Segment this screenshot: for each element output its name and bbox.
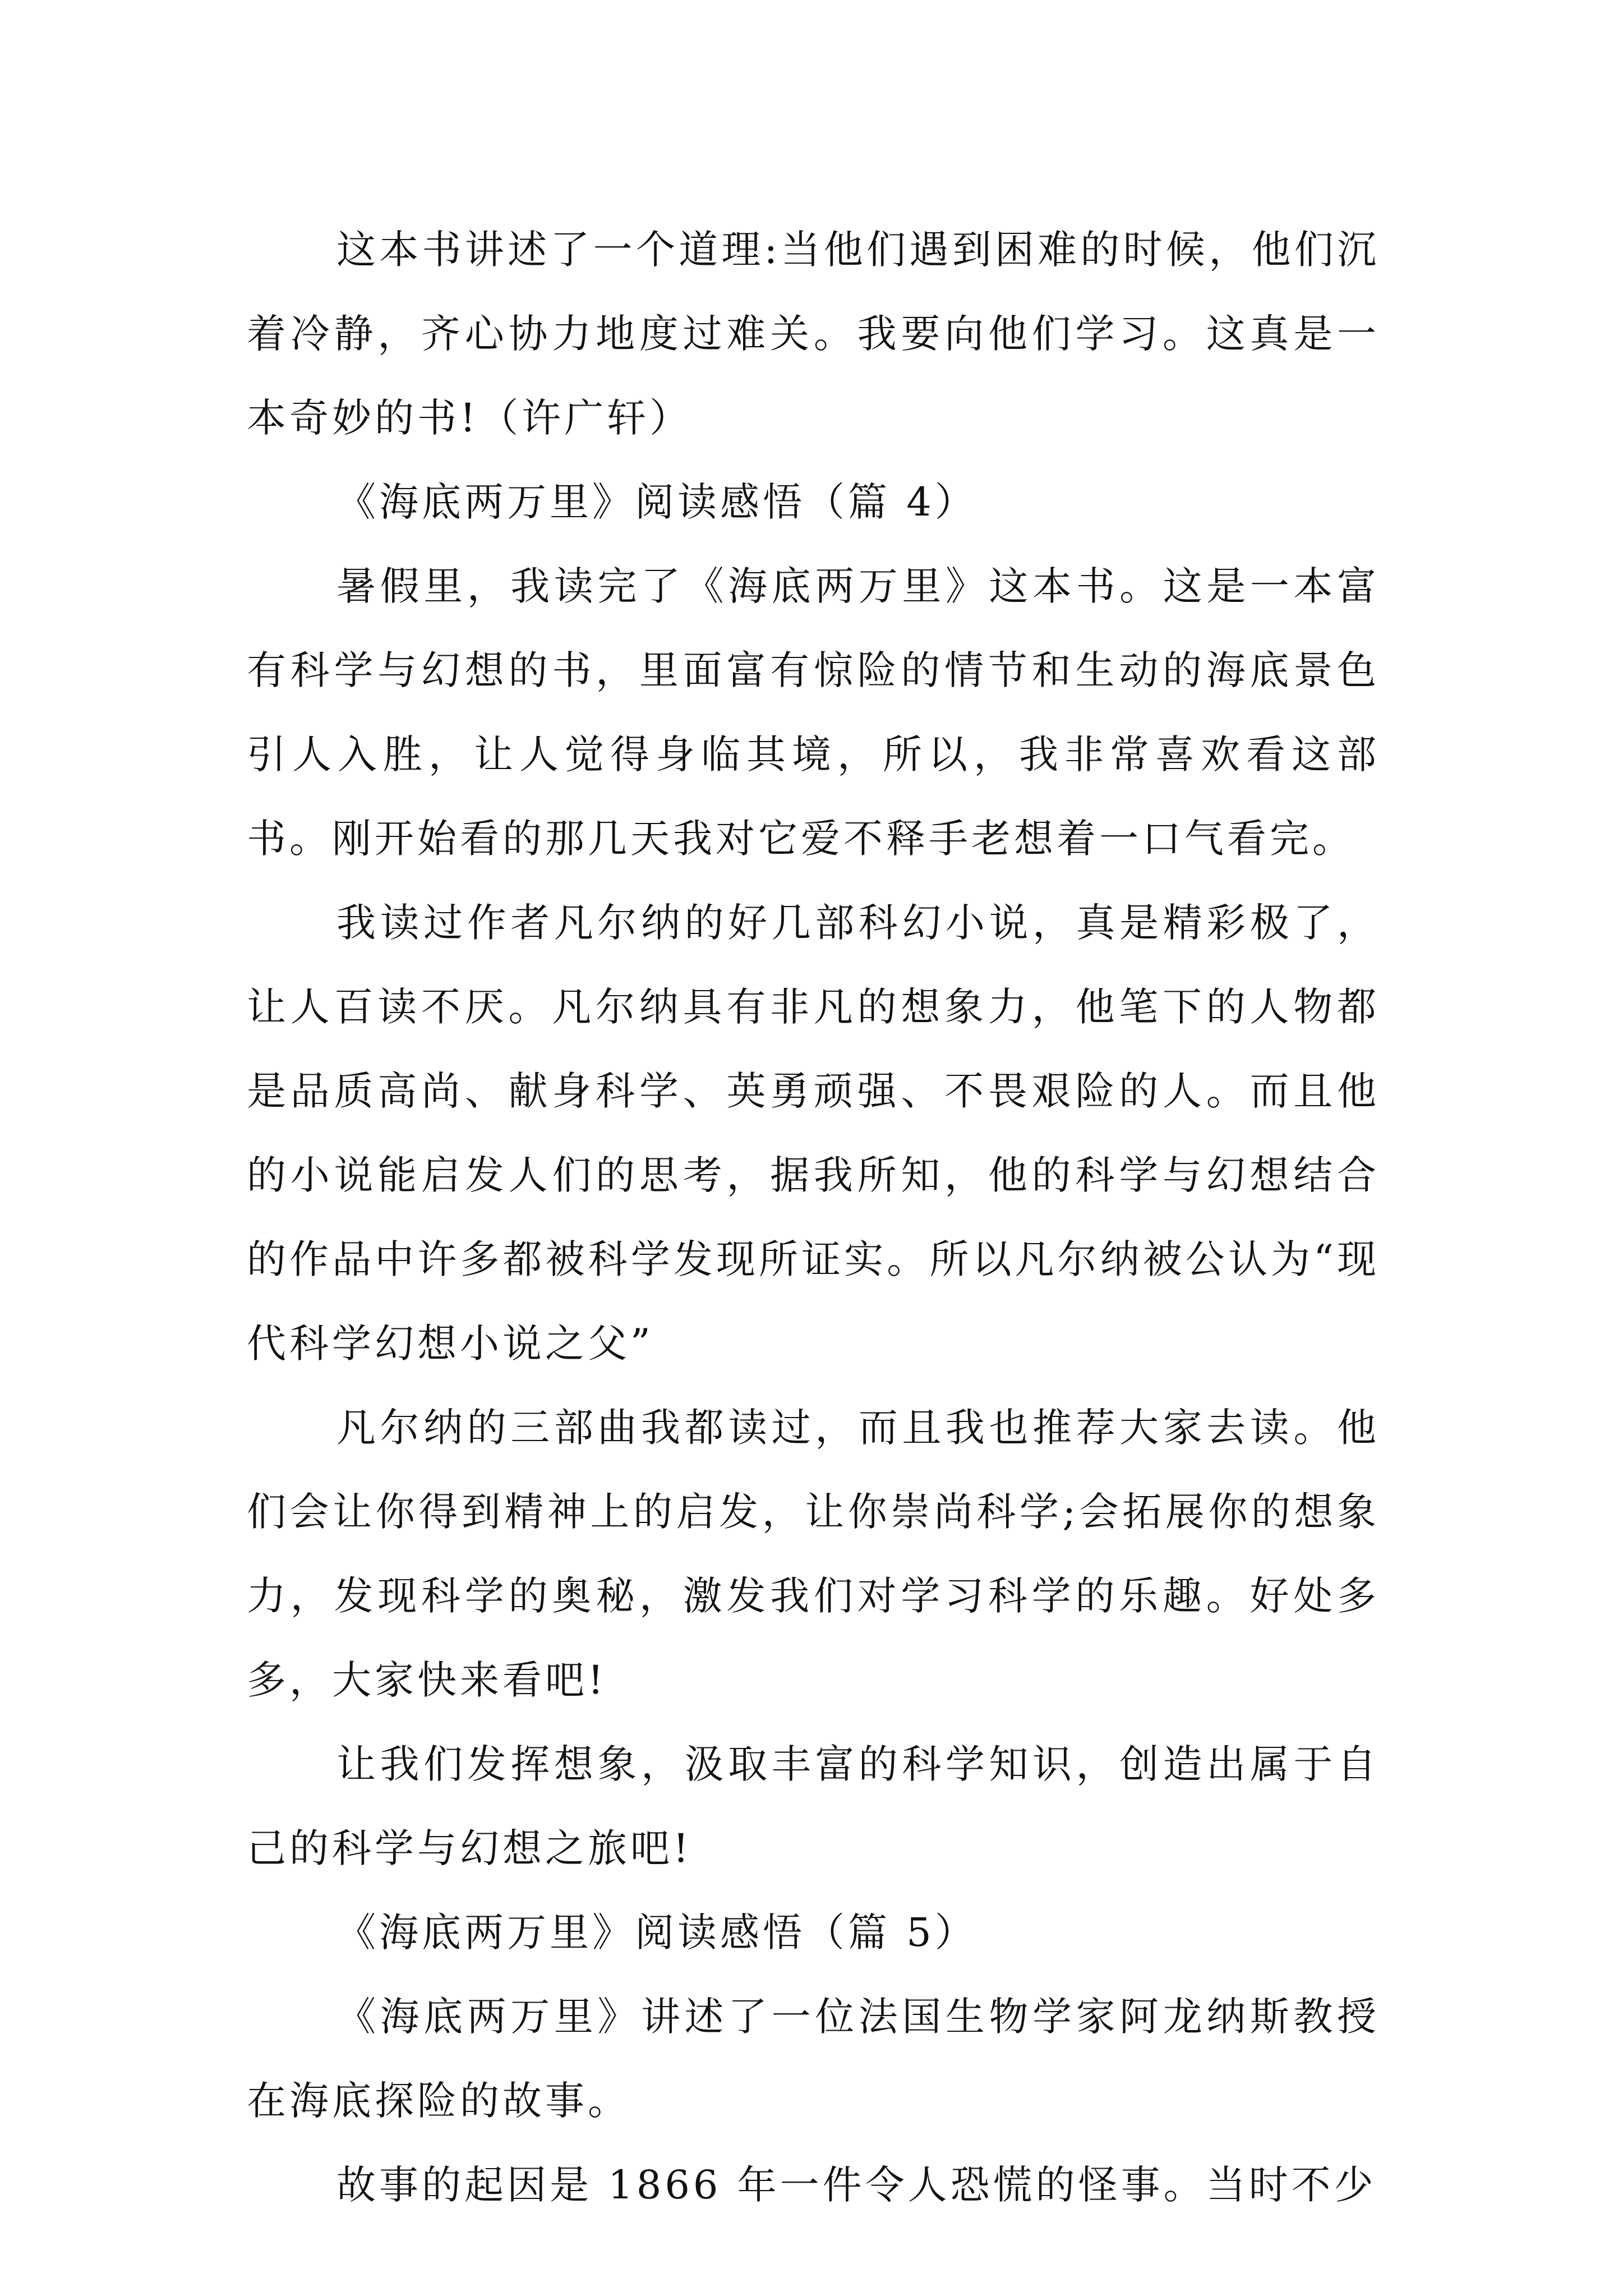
paragraph: 故事的起因是 1866 年一件令人恐慌的怪事。当时不少: [336, 2162, 1377, 2208]
paragraph: 这本书讲述了一个道理:当他们遇到困难的时候，他们沉着冷静，齐心协力地度过难关。我要向他们学习。这真是一本奇妙的书!（许广轩）: [247, 227, 1380, 441]
paragraph: 凡尔纳的三部曲我都读过，而且我也推荐大家去读。他们会让你得到精神上的启发，让你崇尚科学;会拓展你的想象力，发现科学的奥秘，激发我们对学习科学的乐趣。好处多多，大家快来看吧!: [247, 1405, 1380, 1703]
document-body: [247, 208, 1380, 2227]
section-heading: 《海底两万里》阅读感悟（篇 4）: [336, 479, 978, 525]
paragraph: 暑假里，我读完了《海底两万里》这本书。这是一本富有科学与幻想的书，里面富有惊险的情节和生动的海底景色引人入胜，让人觉得身临其境，所以，我非常喜欢看这部书。刚开始看的那几天我对它爱不释手老想着一口气看完。: [247, 563, 1380, 862]
section-heading: 《海底两万里》阅读感悟（篇 5）: [336, 1910, 978, 1955]
paragraph: 我读过作者凡尔纳的好几部科幻小说，真是精彩极了，让人百读不厌。凡尔纳具有非凡的想象力，他笔下的人物都是品质高尚、献身科学、英勇顽强、不畏艰险的人。而且他的小说能启发人们的思考，据我所知，他的科学与幻想结合的作品中许多都被科学发现所证实。所以凡尔纳被公认为“现代科学幻想小说之父”: [247, 900, 1380, 1366]
paragraph: 让我们发挥想象，汲取丰富的科学知识，创造出属于自己的科学与幻想之旅吧!: [247, 1741, 1380, 1871]
paragraph: 《海底两万里》讲述了一位法国生物学家阿龙纳斯教授在海底探险的故事。: [247, 1994, 1380, 2124]
